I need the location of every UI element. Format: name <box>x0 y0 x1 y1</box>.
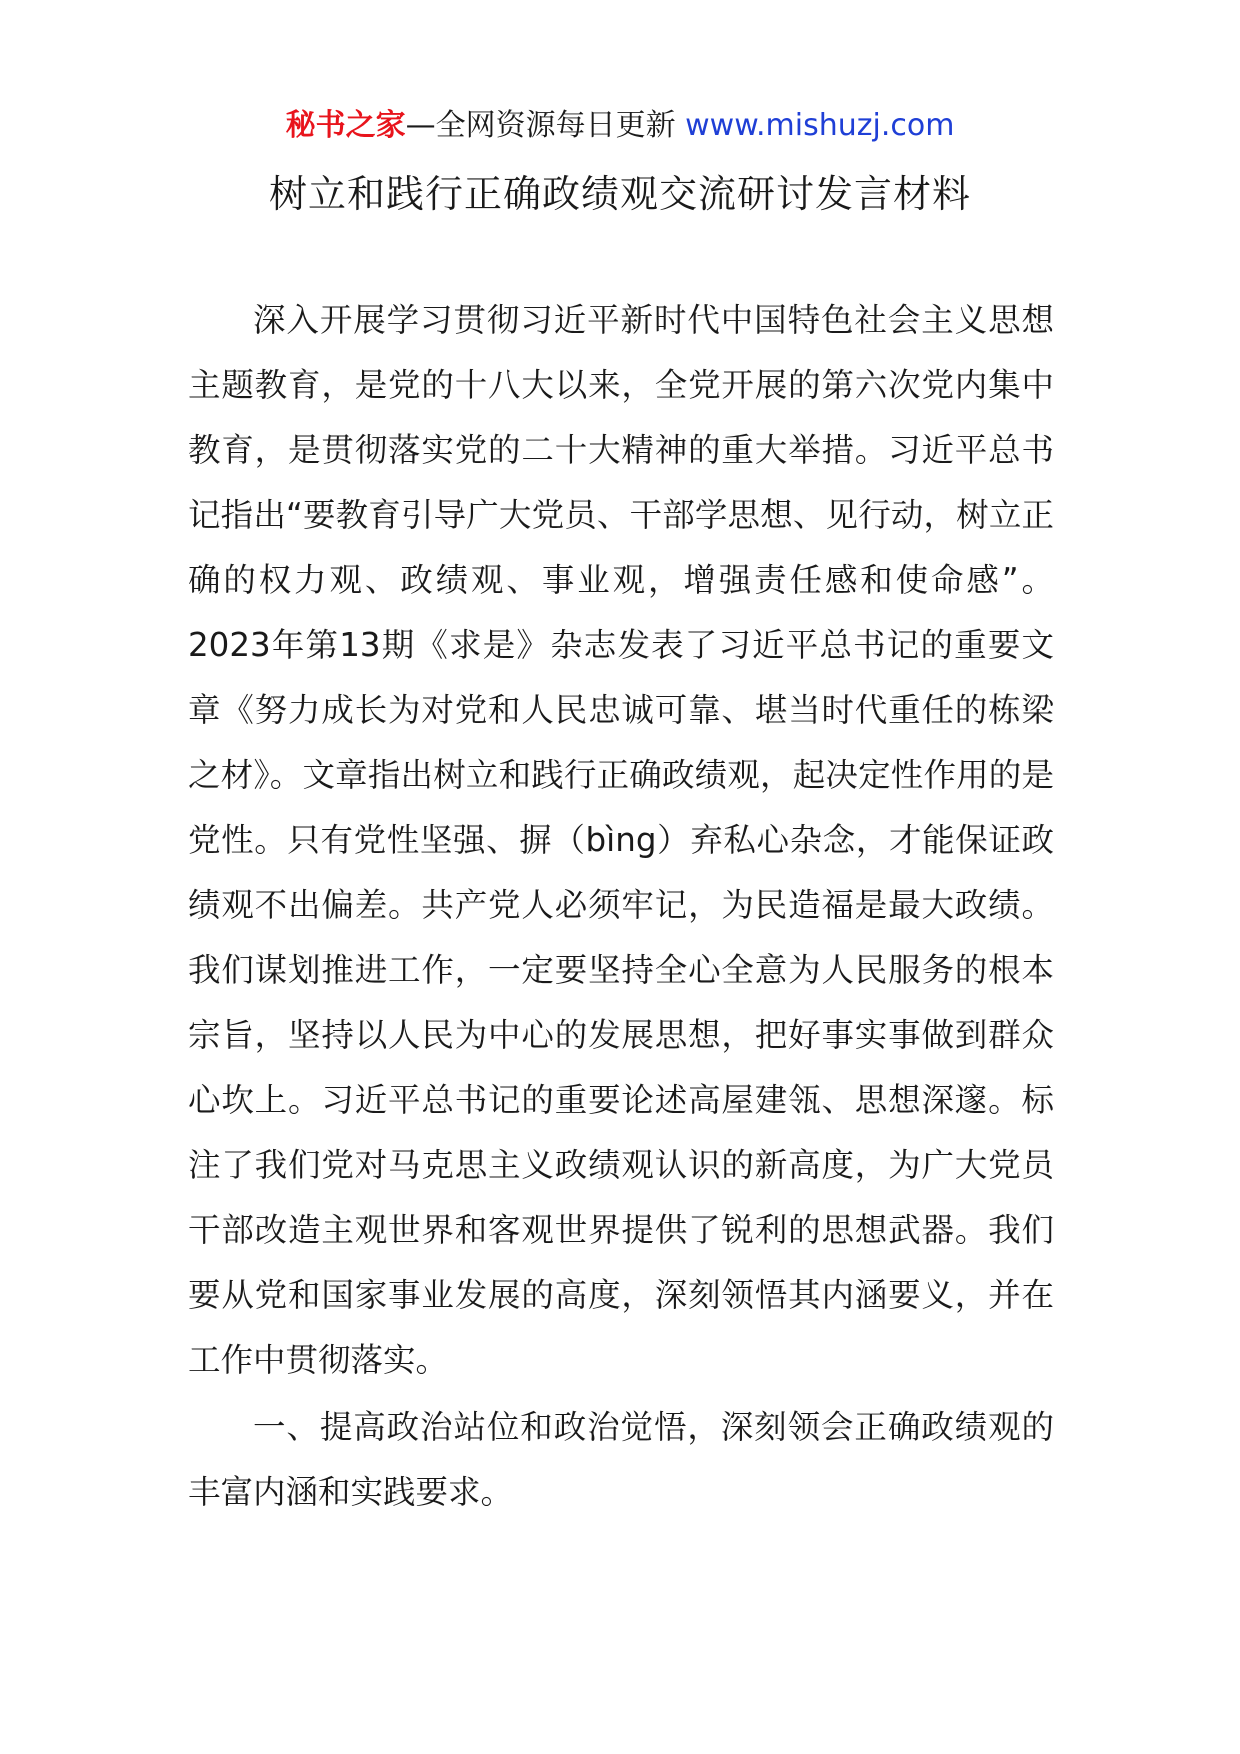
brand-name: 秘书之家 <box>285 108 406 143</box>
document-body <box>188 288 1054 1525</box>
site-url-link[interactable]: www.mishuzj.com <box>685 108 955 143</box>
section-heading: 一、提高政治站位和政治觉悟，深刻领会正确政绩观的丰富内涵和实践要求。 <box>188 1408 1054 1511</box>
document-title: 树立和践行正确政绩观交流研讨发言材料 <box>268 172 971 216</box>
header-banner <box>0 104 1240 148</box>
body-paragraph: 深入开展学习贯彻习近平新时代中国特色社会主义思想主题教育，是党的十八大以来，全党开展的第六次党内集中教育，是贯彻落实党的二十大精神的重大举措。习近平总书记指出“要教育引导广大党员、干部学思想、见行动，树立正确的权力观、政绩观、事业观，增强责任感和使命感”。2023年第13期《求是》杂志发表了习近平总书记的重要文章《努力成长为对党和人民忠诚可靠、堪当时代重任的栋梁之材》。文章指出树立和践行正确政绩观，起决定性作用的是党性。只有党性坚强、摒（bìng）弃私心杂念，才能保证政绩观不出偏差。共产党人必须牢记，为民造福是最大政绩。我们谋划推进工作，一定要坚持全心全意为人民服务的根本宗旨，坚持以人民为中心的发展思想，把好事实事做到群众心坎上。习近平总书记的重要论述高屋建瓴、思想深邃。标注了我们党对马克思主义政绩观认识的新高度，为广大党员干部改造主观世界和客观世界提供了锐利的思想武器。我们要从党和国家事业发展的高度，深刻领悟其内涵要义，并在工作中贯彻落实。 <box>188 301 1054 1379</box>
header-tagline: —全网资源每日更新 <box>405 108 686 143</box>
